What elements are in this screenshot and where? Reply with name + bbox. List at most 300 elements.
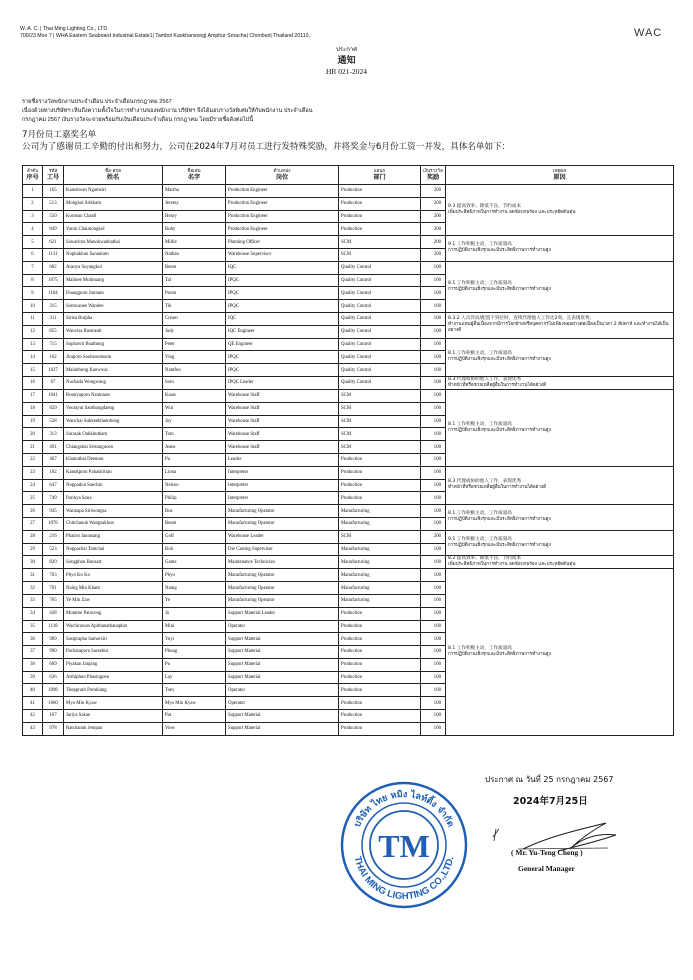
reward-amount: 100 [421, 633, 446, 646]
company-name: W. A. C. | Thai Ming Lighting Co., LTD. [20, 26, 109, 32]
row-number: 1 [23, 185, 43, 198]
row-number: 33 [23, 594, 43, 607]
column-header-thai: ชื่อ-สกุล [105, 169, 121, 174]
column-header-thai: เงินรางวัล [423, 169, 443, 174]
award-table [22, 165, 674, 736]
row-number: 18 [23, 402, 43, 415]
employee-id: 1118 [43, 620, 64, 633]
reason-cn: 8.1 工作积极主动，工作质量高 [448, 280, 512, 286]
table-row [23, 530, 674, 543]
department: Quality Control [339, 300, 421, 313]
position: Planning Officer [226, 236, 339, 249]
reason-cn: 8.1 工作积极主动，工作质量高 [448, 511, 512, 517]
reason-cell [446, 376, 674, 389]
company-address: 700/23 Moo 7 | WHA Eastern Seaboard Industrial Estate1| Tambol Kaokhansong| Amphur Sriracha| Chonburi| Thailand 20110. [20, 33, 310, 39]
heading-ref: HR 021-2024 [325, 67, 368, 76]
column-header-cn: 原因 [553, 174, 566, 181]
position: Support Material [226, 671, 339, 684]
column-header-cn: 工号 [46, 174, 60, 181]
row-number: 35 [23, 620, 43, 633]
employee-name: Sawarinra Manokwanhathai [64, 236, 163, 249]
table-row [23, 185, 674, 198]
employee-name: Wachirawan Apithanathanaphat [64, 620, 163, 633]
department: Production [339, 658, 421, 671]
department: SCM [339, 236, 421, 249]
row-number: 24 [23, 479, 43, 492]
nickname: Peter [163, 338, 226, 351]
department: Production [339, 633, 421, 646]
department: Production [339, 197, 421, 210]
employee-name: Phyo Ko Ko [64, 569, 163, 582]
employee-name: Ye Min Zaw [64, 594, 163, 607]
nickname: View [163, 722, 226, 735]
department: Quality Control [339, 364, 421, 377]
employee-id: 1060 [43, 697, 64, 710]
table-row [23, 338, 674, 351]
table-row [23, 376, 674, 389]
nickname: Lay [163, 671, 226, 684]
reason-cn: 9.1 工作积极主动，工作质量高 [448, 242, 512, 248]
position: Warehouse Staff [226, 389, 339, 402]
department: Production [339, 607, 421, 620]
employee-name: Pacharaporn Sareebut [64, 646, 163, 659]
employee-id: 162 [43, 351, 64, 364]
position: IPQC [226, 364, 339, 377]
reason-thai: เพิ่มประสิทธิภาพในการทำงาน ลดข้อบกพร่อง และประหยัดต้นทุน [448, 210, 576, 216]
reason-cell [446, 505, 674, 531]
employee-id: 945 [43, 505, 64, 518]
department: SCM [339, 415, 421, 428]
nickname: Poom [163, 287, 226, 300]
position: Support Material [226, 658, 339, 671]
reward-amount: 100 [421, 389, 446, 402]
reward-amount: 100 [421, 300, 446, 313]
column-header-thai: ตำแหน่ง [273, 169, 291, 174]
reason-cell [446, 530, 674, 556]
position: Production Engineer [226, 197, 339, 210]
position: Production Engineer [226, 223, 339, 236]
employee-name: Duangporn Jonnam [64, 287, 163, 300]
seal-bottom-text: THAI MING LIGHTING CO.,LTD. [351, 855, 457, 903]
department: Quality Control [339, 376, 421, 389]
reward-amount: 100 [421, 287, 446, 300]
department: SCM [339, 402, 421, 415]
position: IPQC [226, 274, 339, 287]
nickname: Ros [163, 505, 226, 518]
department: Manufacturing [339, 517, 421, 530]
row-number: 16 [23, 376, 43, 389]
reason-cell [446, 569, 674, 735]
reward-amount: 100 [421, 466, 446, 479]
employee-name: Voorayut Saothongdaeng [64, 402, 163, 415]
column-header-cn: 姓名 [106, 174, 120, 181]
reward-amount: 100 [421, 376, 446, 389]
department: Quality Control [339, 312, 421, 325]
employee-name: Malinee Molmuang [64, 274, 163, 287]
reward-amount: 100 [421, 543, 446, 556]
department: Production [339, 223, 421, 236]
employee-id: 978 [43, 722, 64, 735]
position: Operator [226, 684, 339, 697]
reason-cell [446, 236, 674, 262]
employee-name: Khanuthai Deemon [64, 453, 163, 466]
employee-id: 1027 [43, 364, 64, 377]
nickname: Mini [163, 620, 226, 633]
row-number: 26 [23, 505, 43, 518]
row-number: 23 [23, 466, 43, 479]
employee-id: 636 [43, 671, 64, 684]
position: QE Engineer [226, 338, 339, 351]
department: Manufacturing [339, 556, 421, 569]
row-number: 43 [23, 722, 43, 735]
position: Production Engineer [226, 185, 339, 198]
employee-id: 313 [43, 428, 64, 441]
row-number: 25 [23, 492, 43, 505]
nickname: Bob [163, 543, 226, 556]
row-number: 3 [23, 210, 43, 223]
reason-cell [446, 466, 674, 504]
employee-id: 523 [43, 543, 64, 556]
employee-name: Yanin Chaimongkol [64, 223, 163, 236]
employee-id: 513 [43, 197, 64, 210]
reason-cn: 8.3.2 人员异动/配置不到位时，连续代理他人工作达2周，且表现优秀； [448, 316, 595, 322]
column-header-thai: ชื่อเล่น [187, 169, 201, 174]
employee-id: 990 [43, 646, 64, 659]
column-header [446, 166, 674, 185]
column-header [163, 166, 226, 185]
position: Manufacturing Operator [226, 517, 339, 530]
row-number: 32 [23, 582, 43, 595]
reward-amount: 100 [421, 274, 446, 287]
employee-id: 829 [43, 402, 64, 415]
employee-id: 1096 [43, 684, 64, 697]
reason-cell [446, 312, 674, 338]
reward-amount: 100 [421, 697, 446, 710]
reward-amount: 100 [421, 646, 446, 659]
table-body [23, 185, 674, 736]
department: SCM [339, 441, 421, 454]
position: Warehouse Staff [226, 415, 339, 428]
row-number: 28 [23, 530, 43, 543]
employee-id: 621 [43, 236, 64, 249]
nickname: Nelson [163, 479, 226, 492]
department: Manufacturing [339, 543, 421, 556]
position: Leader [226, 453, 339, 466]
reason-cell [446, 338, 674, 376]
position: IQC [226, 261, 339, 274]
employee-id: 528 [43, 415, 64, 428]
reward-amount: 100 [421, 415, 446, 428]
nickname: Liona [163, 466, 226, 479]
nickname: Yuyi [163, 633, 226, 646]
nickname: Ye [163, 594, 226, 607]
position: Manufacturing Operator [226, 505, 339, 518]
row-number: 5 [23, 236, 43, 249]
employee-name: Wanvisa Rusmeab [64, 325, 163, 338]
reason-thai: การปฏิบัติงานเชิงรุกและมีประสิทธิภาพการทำงานสูง [448, 543, 551, 549]
heading-thai: ประกาศ [335, 46, 358, 53]
reward-amount: 200 [421, 210, 446, 223]
position: Manufacturing Operator [226, 569, 339, 582]
column-header-cn: 部门 [373, 174, 386, 181]
reward-amount: 100 [421, 594, 446, 607]
column-header [339, 166, 421, 185]
employee-id: 849 [43, 223, 64, 236]
row-number: 27 [23, 517, 43, 530]
employee-id: 989 [43, 633, 64, 646]
reward-amount: 100 [421, 364, 446, 377]
position: IPQC [226, 287, 339, 300]
employee-name: Kornsun Chanil [64, 210, 163, 223]
employee-id: 438 [43, 607, 64, 620]
position: Operator [226, 620, 339, 633]
position: IQC [226, 312, 339, 325]
employee-id: 1041 [43, 389, 64, 402]
seal-center-text: TM [378, 828, 430, 864]
department: Manufacturing [339, 594, 421, 607]
nickname: Golf [163, 530, 226, 543]
reward-amount: 100 [421, 402, 446, 415]
department: Quality Control [339, 325, 421, 338]
employee-id: 763 [43, 569, 64, 582]
department: SCM [339, 248, 421, 261]
employee-name: Wannapa Siriwongsa [64, 505, 163, 518]
nickname: Wut [163, 402, 226, 415]
employee-id: 311 [43, 312, 64, 325]
nickname: Pu [163, 453, 226, 466]
department: Production [339, 466, 421, 479]
position: Die Casting Supervisor [226, 543, 339, 556]
employee-id: 165 [43, 185, 64, 198]
employee-id: 102 [43, 466, 64, 479]
column-header-thai: รหัส [48, 169, 58, 174]
reward-amount: 100 [421, 569, 446, 582]
department: SCM [339, 389, 421, 402]
employee-name: Parinya Sona [64, 492, 163, 505]
nickname: Pat [163, 710, 226, 723]
department: Production [339, 492, 421, 505]
reason-cell [446, 389, 674, 466]
nickname: Jeremy [163, 197, 226, 210]
position: IPQC [226, 351, 339, 364]
department: Production [339, 722, 421, 735]
department: Production [339, 697, 421, 710]
employee-name: Sasiprapha Samorsiri [64, 633, 163, 646]
employee-id: 820 [43, 556, 64, 569]
employee-name: Piyakan Janjang [64, 658, 163, 671]
row-number: 34 [23, 607, 43, 620]
row-number: 38 [23, 658, 43, 671]
company-seal [338, 779, 470, 911]
reward-amount: 200 [421, 223, 446, 236]
employee-name: Myo Min Kyaw [64, 697, 163, 710]
position: Interpreter [226, 466, 339, 479]
row-number: 8 [23, 274, 43, 287]
nickname: Nathan [163, 248, 226, 261]
employee-name: Suphawit Buathong [64, 338, 163, 351]
reason-cn: 8.1 工作积极主动，工作质量高 [448, 421, 512, 427]
nickname: Phyo [163, 569, 226, 582]
department: Production [339, 620, 421, 633]
reward-amount: 100 [421, 351, 446, 364]
department: Production [339, 479, 421, 492]
department: Quality Control [339, 274, 421, 287]
reward-amount: 100 [421, 607, 446, 620]
column-header [226, 166, 339, 185]
reward-amount: 100 [421, 684, 446, 697]
column-header-cn: 岗位 [275, 174, 289, 181]
row-number: 2 [23, 197, 43, 210]
department: Manufacturing [339, 505, 421, 518]
nickname: Philip [163, 492, 226, 505]
department: Production [339, 185, 421, 198]
table-row [23, 556, 674, 569]
row-number: 7 [23, 261, 43, 274]
table-row [23, 236, 674, 249]
intro-cn-body: 公司为了感谢员工辛勤的付出和努力，公司在2024年7月对员工进行发特殊奖励，并将奖金与6月份工资一并发，具体名单如下： [22, 142, 511, 152]
nickname: Myo Min Kyaw [163, 697, 226, 710]
employee-id: 1075 [43, 274, 64, 287]
announce-date-thai: ประกาศ ณ วันที่ 25 กรกฎาคม 2567 [485, 775, 614, 784]
employee-name: Ratchanok Jempan [64, 722, 163, 735]
reward-amount: 100 [421, 505, 446, 518]
nickname: Beam [163, 517, 226, 530]
row-number: 42 [23, 710, 43, 723]
row-number: 31 [23, 569, 43, 582]
employee-id: 491 [43, 441, 64, 454]
row-number: 41 [23, 697, 43, 710]
reward-amount: 100 [421, 671, 446, 684]
employee-id: 216 [43, 530, 64, 543]
nickname: Ying [163, 351, 226, 364]
position: Warehouse Staff [226, 441, 339, 454]
position: Warehouse Supervisor [226, 248, 339, 261]
department: Production [339, 684, 421, 697]
employee-name: Mongkol Srikham [64, 197, 163, 210]
company-header [20, 26, 310, 40]
nickname: Ruby [163, 223, 226, 236]
reason-thai: การปฏิบัติงานเชิงรุกและมีประสิทธิภาพการทำงานสูง [448, 651, 551, 657]
reason-thai: เพิ่มประสิทธิภาพในการทำงาน ลดข้อบกพร่อง และประหยัดต้นทุน [448, 562, 576, 568]
reward-amount: 100 [421, 492, 446, 505]
position: Warehouse Staff [226, 402, 339, 415]
row-number: 29 [23, 543, 43, 556]
row-number: 12 [23, 325, 43, 338]
reward-amount: 200 [421, 248, 446, 261]
reward-amount: 100 [421, 517, 446, 530]
nickname: Kaaw [163, 389, 226, 402]
nickname: Pu [163, 658, 226, 671]
reason-cell [446, 556, 674, 569]
department: Quality Control [339, 287, 421, 300]
department: SCM [339, 530, 421, 543]
row-number: 36 [23, 633, 43, 646]
position: IPQC Leader [226, 376, 339, 389]
announce-date-cn: 2024年7月25日 [513, 796, 588, 807]
employee-id: 669 [43, 658, 64, 671]
row-number: 37 [23, 646, 43, 659]
row-number: 10 [23, 300, 43, 313]
department: Quality Control [339, 351, 421, 364]
nickname: Phung [163, 646, 226, 659]
table-row [23, 569, 674, 582]
column-header [23, 166, 43, 185]
employee-name: Surasak Oakkhutham [64, 428, 163, 441]
employee-id: 167 [43, 710, 64, 723]
position: IQC Engineer [226, 325, 339, 338]
employee-name: Songphon Bunsart [64, 556, 163, 569]
reward-amount: 100 [421, 441, 446, 454]
row-number: 22 [23, 453, 43, 466]
row-number: 21 [23, 441, 43, 454]
reason-thai: ทำงานแทนผู้อื่นเนื่องจากมีการโยกย้ายหรือบุคลากรไม่เพียงพออย่างต่อเนื่องเป็นเวลา 2 สัปดาห์ และทำงานได้เป็นอย่างดี [448, 322, 669, 334]
reason-thai: การปฏิบัติงานเชิงรุกและมีประสิทธิภาพการทำงานสูง [448, 517, 551, 523]
employee-name: Naing Min Khant [64, 582, 163, 595]
row-number: 40 [23, 684, 43, 697]
position: Support Material [226, 633, 339, 646]
reason-thai: การปฏิบัติงานเชิงรุกและมีประสิทธิภาพการทำงานสูง [448, 248, 551, 254]
reason-thai: ทำหน้าที่หรือช่วยเหลือผู้อื่นในการทำงานได้อย่างดี [448, 485, 547, 491]
row-number: 11 [23, 312, 43, 325]
department: Quality Control [339, 261, 421, 274]
seal-top-text: บริษัท ไทย หมิง ไลท์ติ้ง จำกัด [352, 789, 456, 829]
row-number: 30 [23, 556, 43, 569]
reason-thai: การปฏิบัติงานเชิงรุกและมีประสิทธิภาพการทำงานสูง [448, 357, 551, 363]
column-header-cn: 序号 [26, 174, 39, 181]
position: Manufacturing Operator [226, 582, 339, 595]
department: Production [339, 710, 421, 723]
employee-name: Kanokporn Pahasiritran [64, 466, 163, 479]
row-number: 19 [23, 415, 43, 428]
employee-name: Boonyaporn Nantnaaw [64, 389, 163, 402]
reason-cn: 8.2 提高效率、降低不良、节约成本 [448, 556, 522, 562]
reason-thai: ทำหน้าที่หรือช่วยเหลือผู้อื่นในการทำงานได้อย่างดี [448, 382, 547, 388]
department: Manufacturing [339, 582, 421, 595]
employee-name: Arthiphon Phasingoen [64, 671, 163, 684]
department: Manufacturing [339, 569, 421, 582]
signer-name: ( Mr. Yu-Teng Cheng ) [511, 848, 583, 857]
employee-name: Noppachai Tamchai [64, 543, 163, 556]
position: Warehouse Leader [226, 530, 339, 543]
position: Support Material [226, 710, 339, 723]
employee-name: Wanchai Sukkeekhuenbong [64, 415, 163, 428]
employee-id: 467 [43, 453, 64, 466]
intro-line-2: เนื่องด้วยทางบริษัทฯ เห็นถึงความตั้งใจในการทำงานของพนักงาน บริษัทฯ จึงได้มอบรางวัลพิเศษให้กับพนักงาน ประจำเดือน [22, 108, 313, 114]
employee-name: Phairot Janrasang [64, 530, 163, 543]
signer-title: General Manager [518, 864, 575, 873]
row-number: 39 [23, 671, 43, 684]
employee-name: Chiangsitai Srisungnoen [64, 441, 163, 454]
table-row [23, 312, 674, 325]
reward-amount: 100 [421, 658, 446, 671]
department: Production [339, 210, 421, 223]
reason-cn: 8.3 代理或协助他人工作，表现优秀 [448, 376, 522, 382]
reason-thai: การปฏิบัติงานเชิงรุกและมีประสิทธิภาพการทำงานสูง [448, 427, 551, 433]
department: SCM [339, 428, 421, 441]
position: Interpreter [226, 492, 339, 505]
employee-id: 1104 [43, 287, 64, 300]
position: Production Engineer [226, 210, 339, 223]
row-number: 17 [23, 389, 43, 402]
employee-id: 855 [43, 325, 64, 338]
intro-line-1: รายชื่อรางวัลพนักงานประจำเดือน ประจำเดือนกรกฎาคม 2567 [22, 99, 172, 105]
row-number: 14 [23, 351, 43, 364]
position: IPQC [226, 300, 339, 313]
nickname: Joy [163, 415, 226, 428]
reason-cn: 9.3 提高效率、降低不良、节约成本 [448, 204, 522, 210]
row-number: 6 [23, 248, 43, 261]
reason-cn: 9.1 工作积极主动，工作质量高 [448, 537, 512, 543]
